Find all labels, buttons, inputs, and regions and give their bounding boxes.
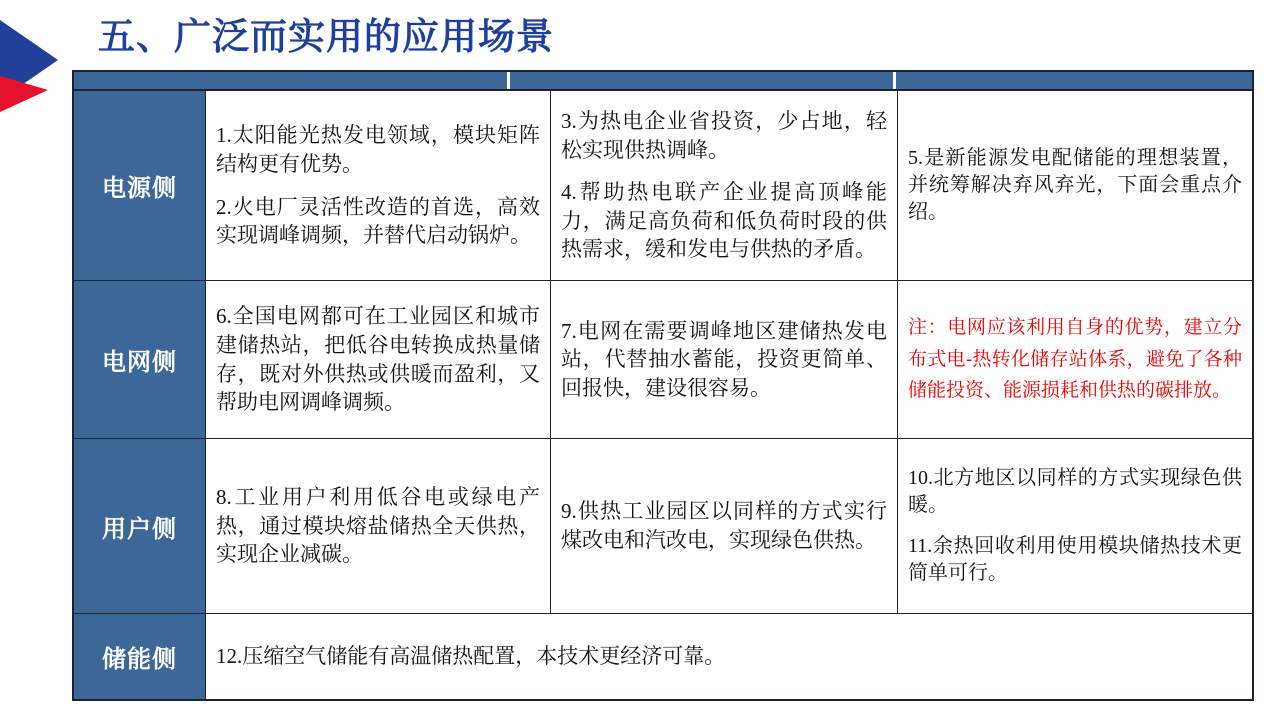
logo-arrow-icon — [0, 6, 70, 116]
cell-user-col4 — [897, 439, 1252, 613]
table-header-cell — [510, 72, 893, 89]
page-title: 五、广泛而实用的应用场景 — [98, 17, 554, 58]
cell-paragraph: 2.火电厂灵活性改造的首选，高效实现调峰调频，并替代启动锅炉。 — [216, 194, 540, 248]
cell-paragraph: 11.余热回收利用使用模块储热技术更简单可行。 — [908, 535, 1242, 585]
table-header-cell — [74, 72, 507, 89]
cell-paragraph: 5.是新能源发电配储能的理想装置，并统筹解决弃风弃光，下面会重点介绍。 — [908, 146, 1242, 224]
cell-user-col3 — [550, 439, 897, 613]
cell-power-col2 — [205, 91, 550, 280]
table-header-cell — [896, 72, 1252, 89]
row-header-power-side: 电源侧 — [74, 91, 205, 280]
red-note-text: 注：电网应该利用自身的优势，建立分布式电-热转化储存站体系，避免了各种储能投资、能源损耗和供热的碳排放。 — [908, 316, 1242, 402]
cell-user-col2 — [205, 439, 550, 613]
cell-paragraph: 6.全国电网都可在工业园区和城市建储热站，把低谷电转换成热量储存，既对外供热或供暖而盈利，又帮助电网调峰调频。 — [216, 304, 540, 415]
row-header-grid-side: 电网侧 — [74, 281, 205, 438]
cell-paragraph: 3.为热电企业省投资，少占地，轻松实现供热调峰。 — [561, 109, 887, 162]
cell-paragraph: 10.北方地区以同样的方式实现绿色供暖。 — [908, 466, 1242, 516]
cell-storage-merged — [205, 614, 1252, 699]
table-row-grid-side — [74, 280, 1252, 438]
cell-paragraph: 9.供热工业园区以同样的方式实行煤改电和汽改电，实现绿色供热。 — [561, 499, 887, 552]
cell-paragraph: 12.压缩空气储能有高温储热配置，本技术更经济可靠。 — [216, 644, 726, 669]
table-row-user-side — [74, 438, 1252, 613]
cell-paragraph: 7.电网在需要调峰地区建储热发电站，代替抽水蓄能，投资更简单、回报快，建设很容易。 — [561, 318, 887, 400]
table-header-row — [74, 72, 1252, 90]
cell-grid-note — [897, 281, 1252, 438]
cell-paragraph: 4.帮助热电联产企业提高顶峰能力，满足高负荷和低负荷时段的供热需求，缓和发电与供热的矛盾。 — [561, 180, 887, 262]
cell-paragraph: 1.太阳能光热发电领域，模块矩阵结构更有优势。 — [216, 123, 540, 176]
cell-power-col4 — [897, 91, 1252, 280]
table-row-storage-side — [74, 613, 1252, 699]
row-header-storage-side: 储能侧 — [74, 614, 205, 699]
application-scenarios-table — [72, 70, 1254, 701]
cell-power-col3 — [550, 91, 897, 280]
cell-grid-col3 — [550, 281, 897, 438]
cell-paragraph: 8.工业用户利用低谷电或绿电产热，通过模块熔盐储热全天供热，实现企业减碳。 — [216, 485, 540, 567]
row-header-user-side: 用户侧 — [74, 439, 205, 613]
cell-grid-col2 — [205, 281, 550, 438]
table-row-power-side — [74, 90, 1252, 280]
